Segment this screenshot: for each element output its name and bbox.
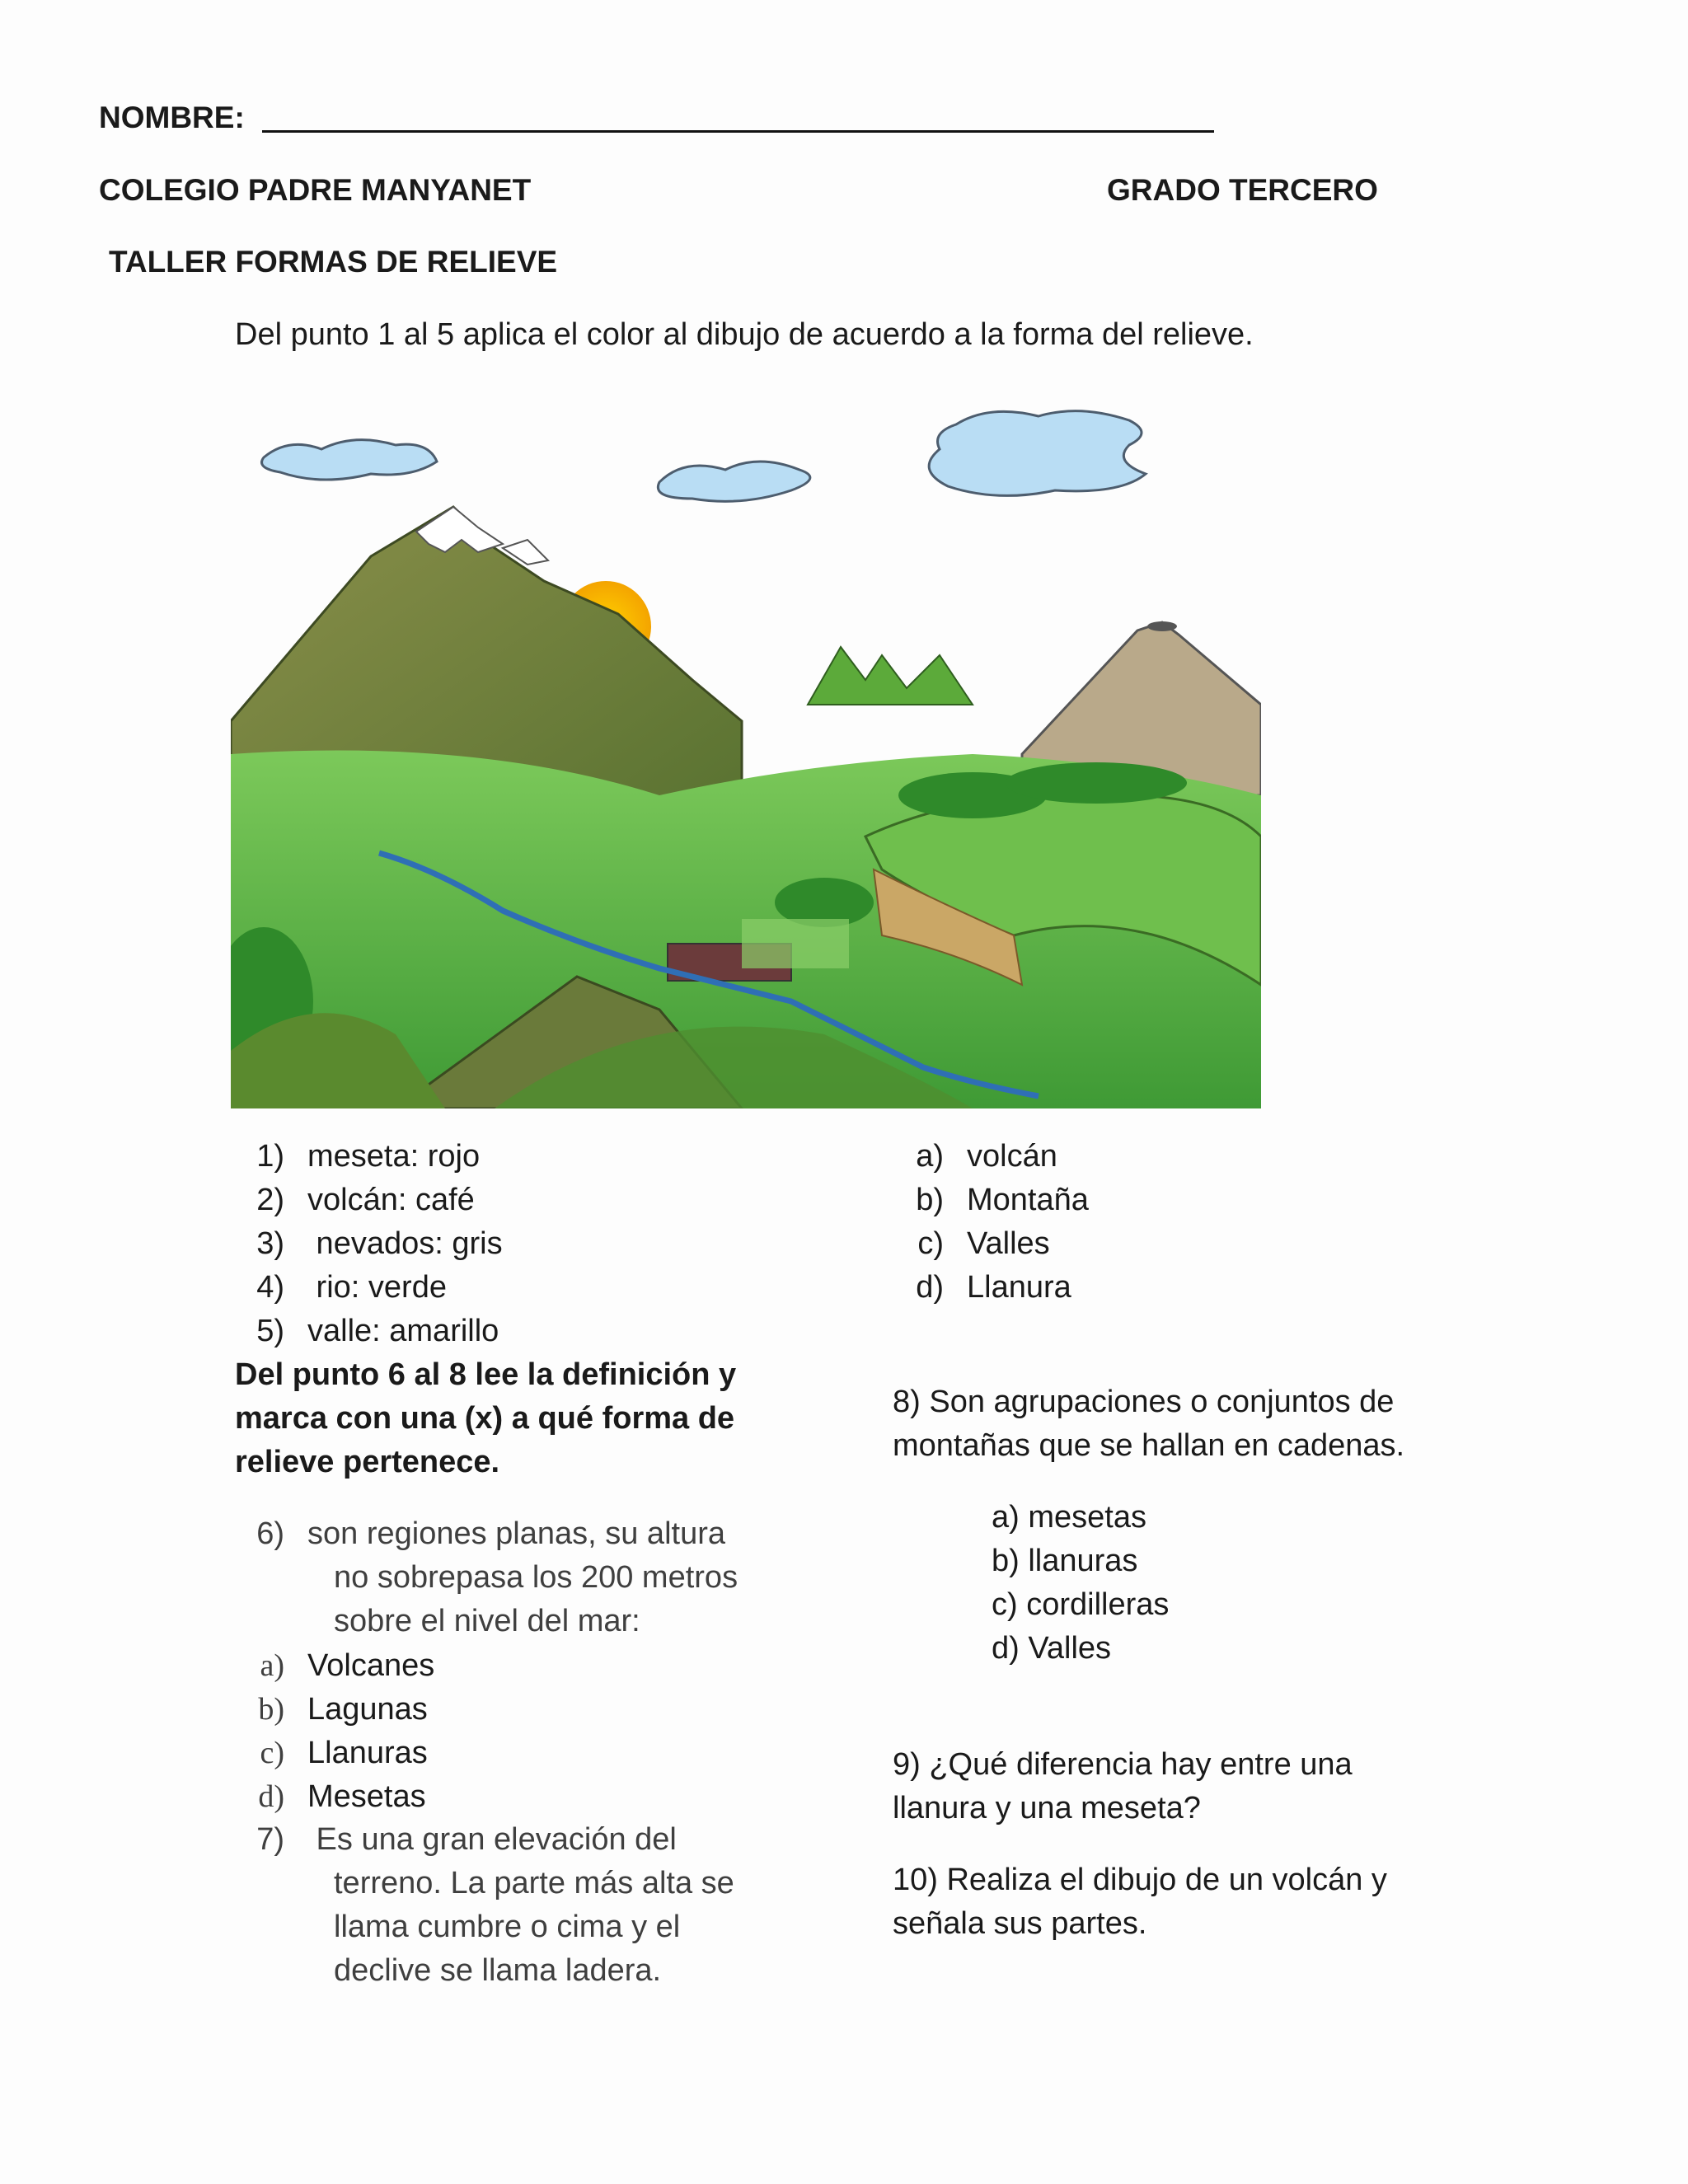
q9-line: 9) ¿Qué diferencia hay entre una <box>893 1747 1353 1782</box>
q7-line: llama cumbre o cima y el <box>334 1910 681 1944</box>
section2-instruction-line: relieve pertenece. <box>235 1445 500 1479</box>
q6-line: sobre el nivel del mar: <box>334 1604 640 1638</box>
right-list-item: d) Llanura <box>916 1270 1071 1305</box>
color-list-item: 2) volcán: café <box>256 1183 475 1217</box>
right-list-item: b) Montaña <box>916 1183 1089 1217</box>
grade-label: GRADO TERCERO <box>1107 173 1378 207</box>
section2-instruction-line: Del punto 6 al 8 lee la definición y <box>235 1357 737 1392</box>
color-list-item: 3) nevados: gris <box>256 1226 503 1261</box>
q6-line: no sobrepasa los 200 metros <box>334 1560 738 1595</box>
q6-option: d) Mesetas <box>258 1779 426 1814</box>
q9-line: llanura y una meseta? <box>893 1791 1201 1825</box>
right-list-item: c) Valles <box>917 1226 1050 1261</box>
name-label: NOMBRE: <box>99 101 245 134</box>
name-underline <box>262 130 1214 133</box>
q7-line: 7) Es una gran elevación del <box>256 1822 677 1857</box>
workshop-title: TALLER FORMAS DE RELIEVE <box>109 245 558 279</box>
color-list-item: 5) valle: amarillo <box>256 1314 499 1348</box>
q8-option: c) cordilleras <box>992 1587 1170 1622</box>
q6-option: c) Llanuras <box>260 1736 428 1770</box>
instruction-text: Del punto 1 al 5 aplica el color al dibujo de acuerdo a la forma del relieve. <box>235 317 1254 352</box>
q8-option: a) mesetas <box>992 1500 1146 1535</box>
q7-line: terreno. La parte más alta se <box>334 1866 734 1900</box>
color-list-item: 4) rio: verde <box>256 1270 447 1305</box>
section2-instruction-line: marca con una (x) a qué forma de <box>235 1401 735 1436</box>
q6-option: a) Volcanes <box>260 1648 435 1683</box>
q8-line: 8) Son agrupaciones o conjuntos de <box>893 1385 1395 1419</box>
q8-option: b) llanuras <box>992 1544 1138 1578</box>
q10-line: señala sus partes. <box>893 1906 1147 1941</box>
q7-line: declive se llama ladera. <box>334 1953 662 1988</box>
q8-option: d) Valles <box>992 1631 1112 1666</box>
cloud-icon <box>262 411 1146 502</box>
color-list-item: 1) meseta: rojo <box>256 1139 481 1174</box>
right-list-item: a) volcán <box>916 1139 1057 1174</box>
q8-line: montañas que se hallan en cadenas. <box>893 1428 1405 1463</box>
q6-line: 6) son regiones planas, su altura <box>256 1516 725 1551</box>
q6-option: b) Lagunas <box>258 1692 428 1727</box>
relief-landscape-illustration <box>231 408 1261 1108</box>
school-name: COLEGIO PADRE MANYANET <box>99 173 532 207</box>
q10-line: 10) Realiza el dibujo de un volcán y <box>893 1863 1387 1897</box>
